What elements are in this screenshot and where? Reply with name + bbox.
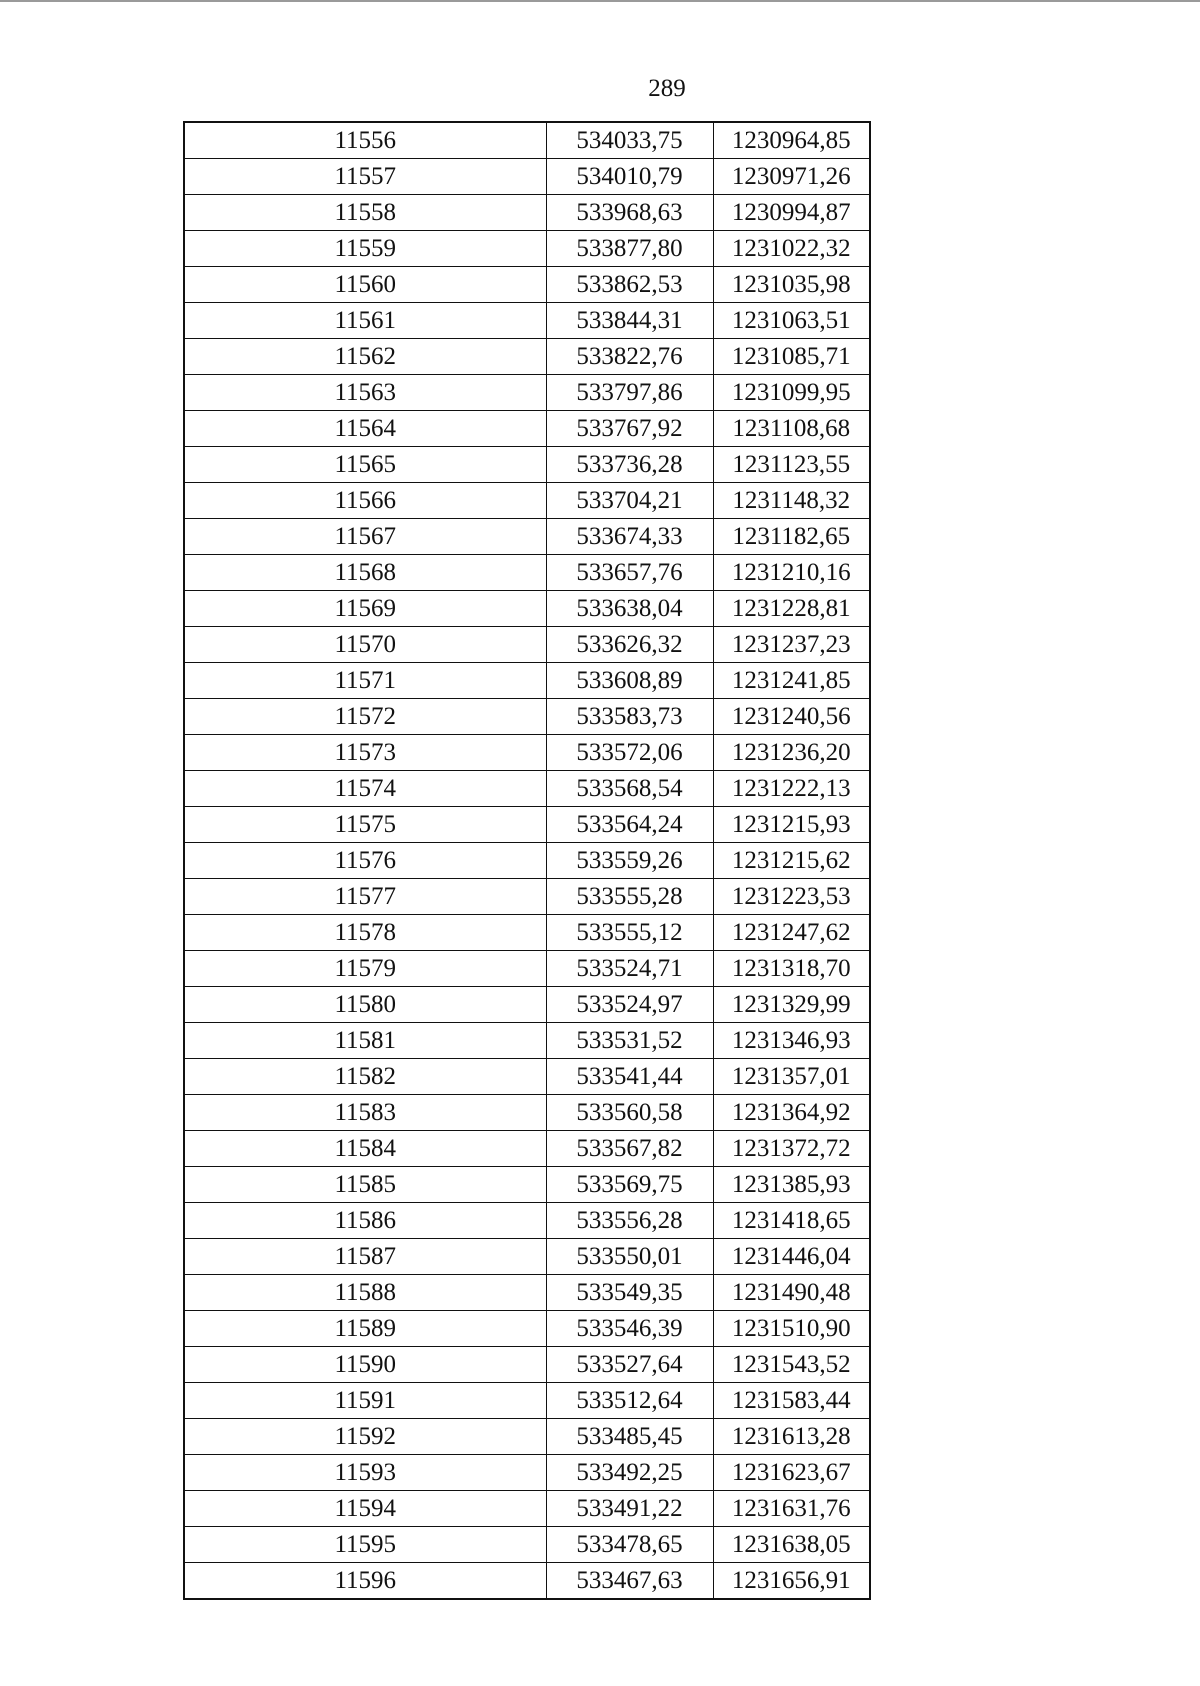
y-coordinate-cell: 1231631,76 [713, 1491, 870, 1527]
x-coordinate-cell: 533877,80 [546, 231, 713, 267]
y-coordinate-cell: 1231638,05 [713, 1527, 870, 1563]
point-number-cell: 11582 [184, 1059, 546, 1095]
table-row [184, 951, 870, 987]
y-coordinate-cell: 1231656,91 [713, 1563, 870, 1600]
table-row [184, 771, 870, 807]
y-coordinate-cell: 1231063,51 [713, 303, 870, 339]
table-row [184, 735, 870, 771]
y-coordinate-cell: 1231210,16 [713, 555, 870, 591]
y-coordinate-cell: 1231329,99 [713, 987, 870, 1023]
y-coordinate-cell: 1231215,62 [713, 843, 870, 879]
table-row [184, 591, 870, 627]
point-number-cell: 11585 [184, 1167, 546, 1203]
y-coordinate-cell: 1231446,04 [713, 1239, 870, 1275]
x-coordinate-cell: 533862,53 [546, 267, 713, 303]
x-coordinate-cell: 533657,76 [546, 555, 713, 591]
point-number-cell: 11593 [184, 1455, 546, 1491]
y-coordinate-cell: 1231022,32 [713, 231, 870, 267]
table-row [184, 1239, 870, 1275]
table-row [184, 339, 870, 375]
table-row [184, 663, 870, 699]
y-coordinate-cell: 1231385,93 [713, 1167, 870, 1203]
table-row [184, 1059, 870, 1095]
table-row [184, 1275, 870, 1311]
x-coordinate-cell: 533568,54 [546, 771, 713, 807]
point-number-cell: 11572 [184, 699, 546, 735]
x-coordinate-cell: 533567,82 [546, 1131, 713, 1167]
x-coordinate-cell: 533555,28 [546, 879, 713, 915]
y-coordinate-cell: 1231099,95 [713, 375, 870, 411]
point-number-cell: 11580 [184, 987, 546, 1023]
table-row [184, 303, 870, 339]
y-coordinate-cell: 1231240,56 [713, 699, 870, 735]
point-number-cell: 11560 [184, 267, 546, 303]
y-coordinate-cell: 1231247,62 [713, 915, 870, 951]
y-coordinate-cell: 1231346,93 [713, 1023, 870, 1059]
point-number-cell: 11576 [184, 843, 546, 879]
point-number-cell: 11562 [184, 339, 546, 375]
point-number-cell: 11590 [184, 1347, 546, 1383]
x-coordinate-cell: 533546,39 [546, 1311, 713, 1347]
table-row [184, 1419, 870, 1455]
y-coordinate-cell: 1231182,65 [713, 519, 870, 555]
x-coordinate-cell: 533736,28 [546, 447, 713, 483]
y-coordinate-cell: 1231510,90 [713, 1311, 870, 1347]
point-number-cell: 11570 [184, 627, 546, 663]
y-coordinate-cell: 1231123,55 [713, 447, 870, 483]
point-number-cell: 11581 [184, 1023, 546, 1059]
x-coordinate-cell: 533638,04 [546, 591, 713, 627]
y-coordinate-cell: 1230994,87 [713, 195, 870, 231]
table-row [184, 447, 870, 483]
table-row [184, 1203, 870, 1239]
point-number-cell: 11575 [184, 807, 546, 843]
table-row [184, 411, 870, 447]
table-row [184, 699, 870, 735]
x-coordinate-cell: 533572,06 [546, 735, 713, 771]
table-row [184, 987, 870, 1023]
x-coordinate-cell: 534033,75 [546, 122, 713, 159]
x-coordinate-cell: 533524,71 [546, 951, 713, 987]
point-number-cell: 11592 [184, 1419, 546, 1455]
point-number-cell: 11577 [184, 879, 546, 915]
y-coordinate-cell: 1230964,85 [713, 122, 870, 159]
table-row [184, 519, 870, 555]
point-number-cell: 11595 [184, 1527, 546, 1563]
x-coordinate-cell: 533560,58 [546, 1095, 713, 1131]
x-coordinate-cell: 533492,25 [546, 1455, 713, 1491]
x-coordinate-cell: 533527,64 [546, 1347, 713, 1383]
table-row [184, 159, 870, 195]
x-coordinate-cell: 533822,76 [546, 339, 713, 375]
coordinates-table [183, 121, 871, 1600]
x-coordinate-cell: 533491,22 [546, 1491, 713, 1527]
point-number-cell: 11565 [184, 447, 546, 483]
point-number-cell: 11584 [184, 1131, 546, 1167]
table-row [184, 1383, 870, 1419]
table-row [184, 1563, 870, 1600]
x-coordinate-cell: 533626,32 [546, 627, 713, 663]
x-coordinate-cell: 533608,89 [546, 663, 713, 699]
table-row [184, 555, 870, 591]
y-coordinate-cell: 1231108,68 [713, 411, 870, 447]
y-coordinate-cell: 1231364,92 [713, 1095, 870, 1131]
point-number-cell: 11583 [184, 1095, 546, 1131]
y-coordinate-cell: 1231418,65 [713, 1203, 870, 1239]
x-coordinate-cell: 533968,63 [546, 195, 713, 231]
table-row [184, 879, 870, 915]
point-number-cell: 11569 [184, 591, 546, 627]
x-coordinate-cell: 533704,21 [546, 483, 713, 519]
point-number-cell: 11566 [184, 483, 546, 519]
x-coordinate-cell: 533674,33 [546, 519, 713, 555]
y-coordinate-cell: 1231085,71 [713, 339, 870, 375]
table-row [184, 1491, 870, 1527]
x-coordinate-cell: 533797,86 [546, 375, 713, 411]
point-number-cell: 11567 [184, 519, 546, 555]
point-number-cell: 11563 [184, 375, 546, 411]
point-number-cell: 11587 [184, 1239, 546, 1275]
point-number-cell: 11589 [184, 1311, 546, 1347]
point-number-cell: 11558 [184, 195, 546, 231]
table-row [184, 1455, 870, 1491]
scan-edge-line [0, 0, 1200, 2]
x-coordinate-cell: 533512,64 [546, 1383, 713, 1419]
y-coordinate-cell: 1231543,52 [713, 1347, 870, 1383]
table-row [184, 267, 870, 303]
point-number-cell: 11596 [184, 1563, 546, 1600]
coordinates-table-body [184, 122, 870, 1599]
x-coordinate-cell: 533569,75 [546, 1167, 713, 1203]
x-coordinate-cell: 533524,97 [546, 987, 713, 1023]
x-coordinate-cell: 533531,52 [546, 1023, 713, 1059]
x-coordinate-cell: 533583,73 [546, 699, 713, 735]
y-coordinate-cell: 1231148,32 [713, 483, 870, 519]
y-coordinate-cell: 1230971,26 [713, 159, 870, 195]
x-coordinate-cell: 534010,79 [546, 159, 713, 195]
point-number-cell: 11557 [184, 159, 546, 195]
table-row [184, 915, 870, 951]
table-row [184, 483, 870, 519]
table-row [184, 843, 870, 879]
y-coordinate-cell: 1231223,53 [713, 879, 870, 915]
page-number: 289 [648, 75, 686, 102]
x-coordinate-cell: 533467,63 [546, 1563, 713, 1600]
table-row [184, 375, 870, 411]
y-coordinate-cell: 1231372,72 [713, 1131, 870, 1167]
x-coordinate-cell: 533549,35 [546, 1275, 713, 1311]
y-coordinate-cell: 1231237,23 [713, 627, 870, 663]
point-number-cell: 11568 [184, 555, 546, 591]
point-number-cell: 11556 [184, 122, 546, 159]
table-row [184, 195, 870, 231]
table-row [184, 1311, 870, 1347]
x-coordinate-cell: 533767,92 [546, 411, 713, 447]
table-row [184, 1131, 870, 1167]
point-number-cell: 11574 [184, 771, 546, 807]
y-coordinate-cell: 1231215,93 [713, 807, 870, 843]
table-row [184, 807, 870, 843]
x-coordinate-cell: 533555,12 [546, 915, 713, 951]
y-coordinate-cell: 1231035,98 [713, 267, 870, 303]
y-coordinate-cell: 1231318,70 [713, 951, 870, 987]
point-number-cell: 11586 [184, 1203, 546, 1239]
table-row [184, 1095, 870, 1131]
table-row [184, 1527, 870, 1563]
y-coordinate-cell: 1231583,44 [713, 1383, 870, 1419]
x-coordinate-cell: 533559,26 [546, 843, 713, 879]
point-number-cell: 11559 [184, 231, 546, 267]
y-coordinate-cell: 1231357,01 [713, 1059, 870, 1095]
y-coordinate-cell: 1231241,85 [713, 663, 870, 699]
point-number-cell: 11564 [184, 411, 546, 447]
point-number-cell: 11561 [184, 303, 546, 339]
point-number-cell: 11588 [184, 1275, 546, 1311]
y-coordinate-cell: 1231222,13 [713, 771, 870, 807]
x-coordinate-cell: 533550,01 [546, 1239, 713, 1275]
table-row [184, 122, 870, 159]
y-coordinate-cell: 1231623,67 [713, 1455, 870, 1491]
y-coordinate-cell: 1231228,81 [713, 591, 870, 627]
x-coordinate-cell: 533844,31 [546, 303, 713, 339]
table-row [184, 231, 870, 267]
point-number-cell: 11579 [184, 951, 546, 987]
x-coordinate-cell: 533564,24 [546, 807, 713, 843]
x-coordinate-cell: 533541,44 [546, 1059, 713, 1095]
point-number-cell: 11591 [184, 1383, 546, 1419]
point-number-cell: 11594 [184, 1491, 546, 1527]
table-row [184, 627, 870, 663]
x-coordinate-cell: 533485,45 [546, 1419, 713, 1455]
point-number-cell: 11573 [184, 735, 546, 771]
point-number-cell: 11571 [184, 663, 546, 699]
table-row [184, 1023, 870, 1059]
table-row [184, 1167, 870, 1203]
y-coordinate-cell: 1231490,48 [713, 1275, 870, 1311]
y-coordinate-cell: 1231613,28 [713, 1419, 870, 1455]
x-coordinate-cell: 533556,28 [546, 1203, 713, 1239]
x-coordinate-cell: 533478,65 [546, 1527, 713, 1563]
y-coordinate-cell: 1231236,20 [713, 735, 870, 771]
table-row [184, 1347, 870, 1383]
point-number-cell: 11578 [184, 915, 546, 951]
